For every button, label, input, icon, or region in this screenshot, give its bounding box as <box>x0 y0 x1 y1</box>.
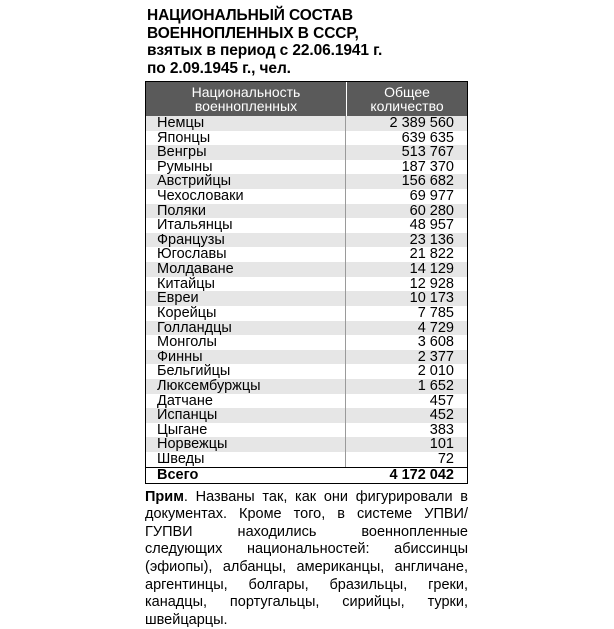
title-line-2: ВОЕННОПЛЕННЫХ В СССР, <box>147 24 359 42</box>
nationality-cell: Немцы <box>146 116 346 131</box>
footnote <box>145 489 468 629</box>
table-row <box>146 247 467 262</box>
count-cell: 513 767 <box>401 144 454 161</box>
count-cell: 23 136 <box>409 231 454 248</box>
total-label: Всего <box>157 466 199 483</box>
count-cell: 14 129 <box>409 261 454 278</box>
nationality-cell: Австрийцы <box>146 174 346 189</box>
count-cell: 2 010 <box>417 363 454 380</box>
nationality-cell: Шведы <box>146 452 346 467</box>
table-row <box>146 437 467 452</box>
count-cell: 7 785 <box>417 304 454 321</box>
nationality-cell: Голландцы <box>146 321 346 336</box>
count-cell: 452 <box>429 407 454 424</box>
count-cell: 101 <box>429 436 454 453</box>
nationality-cell: Цыгане <box>146 423 346 438</box>
table-row <box>146 218 467 233</box>
count-cell: 72 <box>437 451 454 468</box>
table-row <box>146 350 467 365</box>
nationality-cell: Евреи <box>146 291 346 306</box>
table-row <box>146 174 467 189</box>
table-row <box>146 116 467 131</box>
document <box>145 7 468 629</box>
nationality-cell: Югославы <box>146 247 346 262</box>
count-cell: 187 370 <box>401 158 454 175</box>
table-row <box>146 423 467 438</box>
count-cell: 4 729 <box>417 319 454 336</box>
table-row <box>146 189 467 204</box>
count-cell: 48 957 <box>409 217 454 234</box>
nationality-cell: Румыны <box>146 160 346 175</box>
count-cell: 12 928 <box>409 275 454 292</box>
count-cell: 639 635 <box>401 129 454 146</box>
nationality-cell: Поляки <box>146 204 346 219</box>
count-cell: 1 652 <box>417 377 454 394</box>
nationality-cell: Японцы <box>146 131 346 146</box>
table-row <box>146 452 467 467</box>
nationality-cell: Корейцы <box>146 306 346 321</box>
table-row <box>146 233 467 248</box>
total-row <box>146 467 467 483</box>
nationality-cell: Чехословаки <box>146 189 346 204</box>
header-nationality: Национальность военнопленных <box>146 82 347 116</box>
nationality-cell: Люксембуржцы <box>146 379 346 394</box>
count-cell: 383 <box>429 421 454 438</box>
table-body <box>146 116 467 467</box>
data-table <box>145 81 468 484</box>
count-cell: 21 822 <box>409 246 454 263</box>
table-header <box>146 82 467 116</box>
title-line-3: взятых в период с 22.06.1941 г. <box>147 42 383 59</box>
footnote-text: . Названы так, как они фигурировали в документах. Кроме того, в системе УПВИ/ГУПВИ находились военнопленные следующих национальностей: абиссинцы (эфиопы), албанцы, американцы, англичане, аргентинцы, болгары, бразильцы, греки, канадцы, португальцы, сирийцы, турки, швейцарцы. <box>145 488 468 628</box>
count-cell: 10 173 <box>409 290 454 307</box>
table-row <box>146 204 467 219</box>
nationality-cell: Итальянцы <box>146 218 346 233</box>
nationality-cell: Молдаване <box>146 262 346 277</box>
count-cell: 457 <box>429 392 454 409</box>
table-row <box>146 394 467 409</box>
table-row <box>146 379 467 394</box>
nationality-cell: Финны <box>146 350 346 365</box>
table-row <box>146 364 467 379</box>
table-row <box>146 291 467 306</box>
nationality-cell: Китайцы <box>146 277 346 292</box>
table-row <box>146 145 467 160</box>
table-row <box>146 306 467 321</box>
table-row <box>146 335 467 350</box>
header-count: Общее количество <box>370 84 444 114</box>
count-cell: 60 280 <box>409 202 454 219</box>
footnote-label: Прим <box>145 488 184 505</box>
nationality-cell: Испанцы <box>146 408 346 423</box>
table-row <box>146 277 467 292</box>
total-value: 4 172 042 <box>389 466 454 483</box>
count-cell: 3 608 <box>417 334 454 351</box>
count-cell: 2 377 <box>417 348 454 365</box>
count-cell: 2 389 560 <box>389 115 454 131</box>
nationality-cell: Монголы <box>146 335 346 350</box>
table-row <box>146 262 467 277</box>
nationality-cell: Норвежцы <box>146 437 346 452</box>
count-cell: 69 977 <box>409 188 454 205</box>
page-title <box>147 7 468 77</box>
table-row <box>146 131 467 146</box>
count-cell: 156 682 <box>401 173 454 190</box>
table-row <box>146 160 467 175</box>
nationality-cell: Французы <box>146 233 346 248</box>
nationality-cell: Венгры <box>146 145 346 160</box>
title-line-1: НАЦИОНАЛЬНЫЙ СОСТАВ <box>147 7 353 24</box>
nationality-cell: Датчане <box>146 394 346 409</box>
nationality-cell: Бельгийцы <box>146 364 346 379</box>
table-row <box>146 321 467 336</box>
title-line-4: по 2.09.1945 г., чел. <box>147 59 291 77</box>
table-row <box>146 408 467 423</box>
